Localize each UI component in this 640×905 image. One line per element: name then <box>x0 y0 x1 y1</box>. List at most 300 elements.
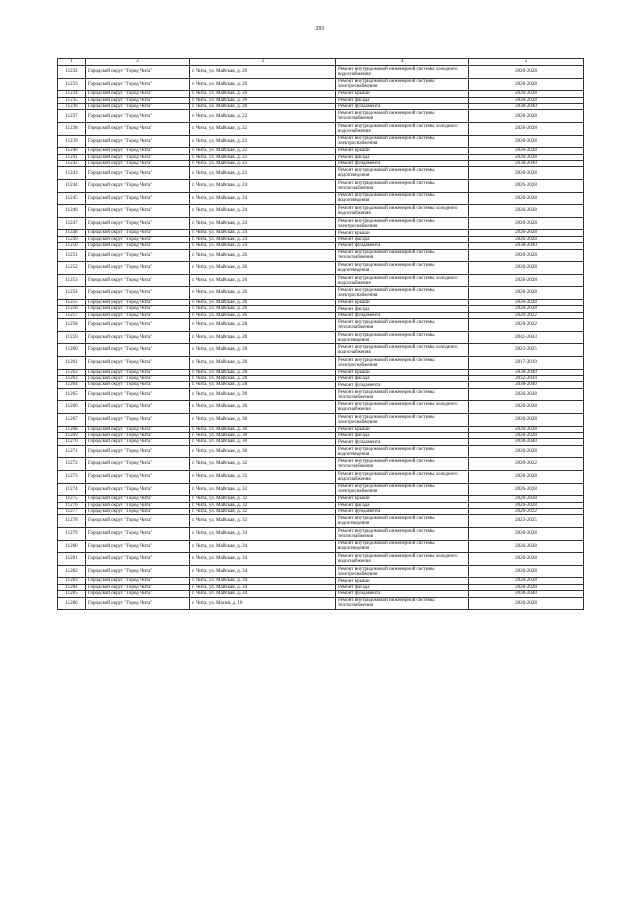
period-cell: 2026-2028 <box>469 135 584 148</box>
municipality-cell: Городской округ "Город Чита" <box>86 375 190 381</box>
period-cell: 2026-2028 <box>469 249 584 262</box>
period-cell: 2026-2028 <box>469 553 584 566</box>
address-cell: г. Чита, ул. Майская, д. 26 <box>190 312 336 318</box>
work-type-cell: Ремонт фундамента <box>336 312 469 318</box>
row-number-cell: 11254 <box>58 287 86 300</box>
table-row <box>58 110 584 123</box>
row-number-cell: 11232 <box>58 66 86 79</box>
work-type-cell: Ремонт внутридомовой инженерной системы водоотведения <box>336 192 469 205</box>
address-cell: г. Чита, ул. Майская, д. 24 <box>190 243 336 249</box>
row-number-cell: 11281 <box>58 553 86 566</box>
header-cell-col5: 5 <box>469 59 584 66</box>
period-cell: 2026-2028 <box>469 217 584 230</box>
row-number-cell: 11242 <box>58 161 86 167</box>
table-row <box>58 249 584 262</box>
row-number-cell: 11252 <box>58 262 86 275</box>
period-cell: 2038-2040 <box>469 439 584 445</box>
row-number-cell: 11247 <box>58 217 86 230</box>
work-type-cell: Ремонт фасада <box>336 375 469 381</box>
municipality-cell: Городской округ "Город Чита" <box>86 578 190 584</box>
period-cell: 2026-2028 <box>469 483 584 496</box>
work-type-cell: Ремонт внутридомовой инженерной системы электроснабжения <box>336 287 469 300</box>
address-cell: г. Чита, ул. Майская, д. 22 <box>190 154 336 160</box>
row-number-cell: 11269 <box>58 432 86 438</box>
address-cell: г. Чита, ул. Майская, д. 34 <box>190 591 336 597</box>
period-cell: 2026-2028 <box>469 496 584 502</box>
municipality-cell: Городской округ "Город Чита" <box>86 388 190 401</box>
row-number-cell: 11237 <box>58 110 86 123</box>
address-cell: г. Чита, ул. Майская, д. 24 <box>190 205 336 218</box>
work-type-cell: Ремонт крыши <box>336 369 469 375</box>
address-cell: г. Чита, ул. Майская, д. 26 <box>190 274 336 287</box>
row-number-cell: 11236 <box>58 104 86 110</box>
address-cell: г. Чита, ул. Майская, д. 30 <box>190 439 336 445</box>
municipality-cell: Городской округ "Город Чита" <box>86 306 190 312</box>
work-type-cell: Ремонт внутридомовой инженерной системы водоотведения <box>336 331 469 344</box>
address-cell: г. Чита, ул. Майская, д. 26 <box>190 306 336 312</box>
work-type-cell: Ремонт фасада <box>336 236 469 242</box>
table-row <box>58 458 584 471</box>
period-cell: 2041-2043 <box>469 331 584 344</box>
address-cell: г. Чита, ул. Майская, д. 22 <box>190 148 336 154</box>
municipality-cell: Городской округ "Город Чита" <box>86 161 190 167</box>
address-cell: г. Чита, ул. Магия, д. 10 <box>190 597 336 610</box>
period-cell: 2026-2028 <box>469 540 584 553</box>
municipality-cell: Городской округ "Город Чита" <box>86 192 190 205</box>
row-number-cell: 11267 <box>58 413 86 426</box>
row-number-cell: 11272 <box>58 458 86 471</box>
period-cell: 2032-2034 <box>469 375 584 381</box>
period-cell: 2038-2040 <box>469 161 584 167</box>
row-number-cell: 11282 <box>58 565 86 578</box>
row-number-cell: 11243 <box>58 167 86 180</box>
work-type-cell: Ремонт внутридомовой инженерной системы теплоснабжения <box>336 180 469 193</box>
header-cell-col3: 3 <box>190 59 336 66</box>
period-cell: 2026-2028 <box>469 205 584 218</box>
period-cell: 2038-2040 <box>469 369 584 375</box>
period-cell: 2026-2028 <box>469 274 584 287</box>
row-number-cell: 11259 <box>58 331 86 344</box>
period-cell: 2017-2019 <box>469 356 584 369</box>
row-number-cell: 11265 <box>58 388 86 401</box>
address-cell: г. Чита, ул. Майская, д. 24 <box>190 180 336 193</box>
municipality-cell: Городской округ "Город Чита" <box>86 262 190 275</box>
row-number-cell: 11240 <box>58 148 86 154</box>
address-cell: г. Чита, ул. Майская, д. 22 <box>190 161 336 167</box>
period-cell: 2026-2028 <box>469 167 584 180</box>
row-number-cell: 11276 <box>58 502 86 508</box>
address-cell: г. Чита, ул. Майская, д. 28 <box>190 375 336 381</box>
period-cell: 2020-2022 <box>469 312 584 318</box>
address-cell: г. Чита, ул. Майская, д. 34 <box>190 565 336 578</box>
work-type-cell: Ремонт внутридомовой инженерной системы водоотведения <box>336 515 469 528</box>
period-cell: 2023-2025 <box>469 515 584 528</box>
work-type-cell: Ремонт фундамента <box>336 439 469 445</box>
period-cell: 2038-2040 <box>469 104 584 110</box>
table-row <box>58 553 584 566</box>
municipality-cell: Городской округ "Город Чита" <box>86 97 190 103</box>
work-type-cell: Ремонт фасада <box>336 502 469 508</box>
work-type-cell: Ремонт внутридомовой инженерной системы теплоснабжения <box>336 458 469 471</box>
work-type-cell: Ремонт внутридомовой инженерной системы водоотведения <box>336 167 469 180</box>
municipality-cell: Городской округ "Город Чита" <box>86 470 190 483</box>
address-cell: г. Чита, ул. Майская, д. 24 <box>190 236 336 242</box>
municipality-cell: Городской округ "Город Чита" <box>86 135 190 148</box>
work-type-cell: Ремонт внутридомовой инженерной системы электроснабжения <box>336 483 469 496</box>
work-type-cell: Ремонт внутридомовой инженерной системы теплоснабжения <box>336 597 469 610</box>
work-type-cell: Ремонт внутридомовой инженерной системы теплоснабжения <box>336 527 469 540</box>
address-cell: г. Чита, ул. Майская, д. 30 <box>190 388 336 401</box>
address-cell: г. Чита, ул. Майская, д. 32 <box>190 508 336 514</box>
work-type-cell: Ремонт крыши <box>336 230 469 236</box>
period-cell: 2038-2040 <box>469 382 584 388</box>
row-number-cell: 11255 <box>58 299 86 305</box>
municipality-cell: Городской округ "Город Чита" <box>86 104 190 110</box>
row-number-cell: 11284 <box>58 584 86 590</box>
row-number-cell: 11233 <box>58 78 86 91</box>
municipality-cell: Городской округ "Город Чита" <box>86 66 190 79</box>
work-type-cell: Ремонт внутридомовой инженерной системы холодного водоснабжения <box>336 344 469 357</box>
row-number-cell: 11251 <box>58 249 86 262</box>
address-cell: г. Чита, ул. Майская, д. 28 <box>190 344 336 357</box>
municipality-cell: Городской округ "Город Чита" <box>86 91 190 97</box>
table-row <box>58 205 584 218</box>
table-row <box>58 180 584 193</box>
work-type-cell: Ремонт фасада <box>336 97 469 103</box>
period-cell: 2026-2028 <box>469 148 584 154</box>
work-type-cell: Ремонт фундамента <box>336 382 469 388</box>
row-number-cell: 11274 <box>58 483 86 496</box>
period-cell: 2020-2022 <box>469 508 584 514</box>
municipality-cell: Городской округ "Город Чита" <box>86 154 190 160</box>
row-number-cell: 11285 <box>58 591 86 597</box>
work-type-cell: Ремонт крыши <box>336 496 469 502</box>
municipality-cell: Городской округ "Город Чита" <box>86 148 190 154</box>
period-cell: 2026-2028 <box>469 401 584 414</box>
municipality-cell: Городской округ "Город Чита" <box>86 496 190 502</box>
municipality-cell: Городской округ "Город Чита" <box>86 110 190 123</box>
row-number-cell: 11271 <box>58 445 86 458</box>
work-type-cell: Ремонт внутридомовой инженерной системы теплоснабжения <box>336 110 469 123</box>
row-number-cell: 11263 <box>58 375 86 381</box>
address-cell: г. Чита, ул. Майская, д. 20 <box>190 78 336 91</box>
work-type-cell: Ремонт внутридомовой инженерной системы электроснабжения <box>336 78 469 91</box>
row-number-cell: 11278 <box>58 515 86 528</box>
address-cell: г. Чита, ул. Майская, д. 22 <box>190 110 336 123</box>
municipality-cell: Городской округ "Город Чита" <box>86 527 190 540</box>
period-cell: 2026-2028 <box>469 154 584 160</box>
period-cell: 2026-2028 <box>469 66 584 79</box>
table-row <box>58 565 584 578</box>
row-number-cell: 11256 <box>58 306 86 312</box>
municipality-cell: Городской округ "Город Чита" <box>86 180 190 193</box>
address-cell: г. Чита, ул. Майская, д. 34 <box>190 527 336 540</box>
row-number-cell: 11249 <box>58 236 86 242</box>
municipality-cell: Городской округ "Город Чита" <box>86 299 190 305</box>
period-cell: 2026-2028 <box>469 432 584 438</box>
period-cell: 2026-2028 <box>469 445 584 458</box>
row-number-cell: 11245 <box>58 192 86 205</box>
work-type-cell: Ремонт внутридомовой инженерной системы электроснабжения <box>336 413 469 426</box>
period-cell: 2026-2028 <box>469 597 584 610</box>
municipality-cell: Городской округ "Город Чита" <box>86 312 190 318</box>
address-cell: г. Чита, ул. Майская, д. 30 <box>190 413 336 426</box>
table-row <box>58 344 584 357</box>
address-cell: г. Чита, ул. Майская, д. 30 <box>190 401 336 414</box>
period-cell: 2026-2028 <box>469 306 584 312</box>
address-cell: г. Чита, ул. Майская, д. 20 <box>190 91 336 97</box>
table-row <box>58 274 584 287</box>
municipality-cell: Городской округ "Город Чита" <box>86 236 190 242</box>
address-cell: г. Чита, ул. Майская, д. 26 <box>190 299 336 305</box>
table-row <box>58 515 584 528</box>
row-number-cell: 11238 <box>58 123 86 136</box>
period-cell: 2026-2028 <box>469 192 584 205</box>
row-number-cell: 11279 <box>58 527 86 540</box>
address-cell: г. Чита, ул. Майская, д. 20 <box>190 97 336 103</box>
period-cell: 2026-2028 <box>469 91 584 97</box>
period-cell: 2026-2028 <box>469 584 584 590</box>
work-type-cell: Ремонт внутридомовой инженерной системы холодного водоснабжения <box>336 123 469 136</box>
address-cell: г. Чита, ул. Майская, д. 28 <box>190 369 336 375</box>
municipality-cell: Городской округ "Город Чита" <box>86 331 190 344</box>
row-number-cell: 11258 <box>58 319 86 332</box>
address-cell: г. Чита, ул. Майская, д. 22 <box>190 135 336 148</box>
municipality-cell: Городской округ "Город Чита" <box>86 432 190 438</box>
table-row <box>58 356 584 369</box>
period-cell: 2023-2025 <box>469 344 584 357</box>
work-type-cell: Ремонт крыши <box>336 148 469 154</box>
address-cell: г. Чита, ул. Майская, д. 28 <box>190 382 336 388</box>
address-cell: г. Чита, ул. Майская, д. 32 <box>190 458 336 471</box>
municipality-cell: Городской округ "Город Чита" <box>86 123 190 136</box>
work-type-cell: Ремонт внутридомовой инженерной системы водоотведения <box>336 540 469 553</box>
table-header-row <box>58 59 584 66</box>
municipality-cell: Городской округ "Город Чита" <box>86 287 190 300</box>
address-cell: г. Чита, ул. Майская, д. 34 <box>190 553 336 566</box>
row-number-cell: 11257 <box>58 312 86 318</box>
table-row <box>58 192 584 205</box>
address-cell: г. Чита, ул. Майская, д. 20 <box>190 104 336 110</box>
work-type-cell: Ремонт фасада <box>336 154 469 160</box>
work-type-cell: Ремонт внутридомовой инженерной системы холодного водоснабжения <box>336 553 469 566</box>
page-number: 291 <box>315 26 325 32</box>
work-type-cell: Ремонт фундамента <box>336 591 469 597</box>
municipality-cell: Городской округ "Город Чита" <box>86 413 190 426</box>
table-row <box>58 388 584 401</box>
address-cell: г. Чита, ул. Майская, д. 30 <box>190 445 336 458</box>
table-row <box>58 78 584 91</box>
row-number-cell: 11280 <box>58 540 86 553</box>
period-cell: 2026-2028 <box>469 110 584 123</box>
work-type-cell: Ремонт внутридомовой инженерной системы электроснабжения <box>336 135 469 148</box>
address-cell: г. Чита, ул. Майская, д. 32 <box>190 502 336 508</box>
municipality-cell: Городской округ "Город Чита" <box>86 205 190 218</box>
municipality-cell: Городской округ "Город Чита" <box>86 369 190 375</box>
header-cell-col2: 2 <box>86 59 190 66</box>
work-type-cell: Ремонт внутридомовой инженерной системы электроснабжения <box>336 217 469 230</box>
address-cell: г. Чита, ул. Майская, д. 32 <box>190 515 336 528</box>
address-cell: г. Чита, ул. Майская, д. 24 <box>190 192 336 205</box>
work-type-cell: Ремонт внутридомовой инженерной системы холодного водоснабжения <box>336 205 469 218</box>
municipality-cell: Городской округ "Город Чита" <box>86 439 190 445</box>
period-cell: 2020-2022 <box>469 458 584 471</box>
address-cell: г. Чита, ул. Майская, д. 32 <box>190 470 336 483</box>
period-cell: 2026-2028 <box>469 78 584 91</box>
period-cell: 2026-2028 <box>469 388 584 401</box>
row-number-cell: 11262 <box>58 369 86 375</box>
municipality-cell: Городской округ "Город Чита" <box>86 508 190 514</box>
row-number-cell: 11248 <box>58 230 86 236</box>
address-cell: г. Чита, ул. Майская, д. 22 <box>190 123 336 136</box>
work-type-cell: Ремонт внутридомовой инженерной системы холодного водоснабжения <box>336 470 469 483</box>
table-row <box>58 540 584 553</box>
address-cell: г. Чита, ул. Майская, д. 32 <box>190 483 336 496</box>
period-cell: 2038-2040 <box>469 243 584 249</box>
municipality-cell: Городской округ "Город Чита" <box>86 483 190 496</box>
row-number-cell: 11244 <box>58 180 86 193</box>
address-cell: г. Чита, ул. Майская, д. 34 <box>190 578 336 584</box>
work-type-cell: Ремонт фундамента <box>336 508 469 514</box>
address-cell: г. Чита, ул. Майская, д. 34 <box>190 584 336 590</box>
period-cell: 2020-2022 <box>469 319 584 332</box>
municipality-cell: Городской округ "Город Чита" <box>86 78 190 91</box>
address-cell: г. Чита, ул. Майская, д. 30 <box>190 432 336 438</box>
address-cell: г. Чита, ул. Майская, д. 22 <box>190 167 336 180</box>
table-row <box>58 319 584 332</box>
period-cell: 2026-2028 <box>469 123 584 136</box>
work-type-cell: Ремонт крыши <box>336 299 469 305</box>
table-row <box>58 66 584 79</box>
municipality-cell: Городской округ "Город Чита" <box>86 167 190 180</box>
period-cell: 2026-2028 <box>469 299 584 305</box>
row-number-cell: 11250 <box>58 243 86 249</box>
municipality-cell: Городской округ "Город Чита" <box>86 319 190 332</box>
work-type-cell: Ремонт внутридомовой инженерной системы холодного водоснабжения <box>336 401 469 414</box>
table-row <box>58 123 584 136</box>
municipality-cell: Городской округ "Город Чита" <box>86 249 190 262</box>
table-row <box>58 413 584 426</box>
work-type-cell: Ремонт крыши <box>336 578 469 584</box>
municipality-cell: Городской округ "Город Чита" <box>86 584 190 590</box>
municipality-cell: Городской округ "Город Чита" <box>86 597 190 610</box>
address-cell: г. Чита, ул. Майская, д. 34 <box>190 540 336 553</box>
municipality-cell: Городской округ "Город Чита" <box>86 515 190 528</box>
work-type-cell: Ремонт фасада <box>336 306 469 312</box>
address-cell: г. Чита, ул. Майская, д. 32 <box>190 496 336 502</box>
period-cell: 2026-2028 <box>469 565 584 578</box>
row-number-cell: 11235 <box>58 97 86 103</box>
municipality-cell: Городской округ "Город Чита" <box>86 274 190 287</box>
row-number-cell: 11234 <box>58 91 86 97</box>
table-row <box>58 483 584 496</box>
row-number-cell: 11239 <box>58 135 86 148</box>
address-cell: г. Чита, ул. Майская, д. 28 <box>190 319 336 332</box>
table-body <box>58 59 584 610</box>
address-cell: г. Чита, ул. Майская, д. 24 <box>190 230 336 236</box>
table-row <box>58 135 584 148</box>
work-type-cell: Ремонт крыши <box>336 91 469 97</box>
period-cell: 2026-2028 <box>469 287 584 300</box>
table-row <box>58 445 584 458</box>
municipality-cell: Городской округ "Город Чита" <box>86 502 190 508</box>
period-cell: 2038-2040 <box>469 591 584 597</box>
row-number-cell: 11253 <box>58 274 86 287</box>
municipality-cell: Городской округ "Город Чита" <box>86 553 190 566</box>
period-cell: 2026-2028 <box>469 502 584 508</box>
municipality-cell: Городской округ "Город Чита" <box>86 401 190 414</box>
municipality-cell: Городской округ "Город Чита" <box>86 565 190 578</box>
row-number-cell: 11275 <box>58 496 86 502</box>
period-cell: 2026-2028 <box>469 230 584 236</box>
period-cell: 2026-2028 <box>469 527 584 540</box>
work-type-cell: Ремонт внутридомовой инженерной системы теплоснабжения <box>336 388 469 401</box>
municipality-cell: Городской округ "Город Чита" <box>86 382 190 388</box>
municipality-cell: Городской округ "Город Чита" <box>86 217 190 230</box>
work-type-cell: Ремонт внутридомовой инженерной системы электроснабжения <box>336 356 469 369</box>
table-row <box>58 331 584 344</box>
row-number-cell: 11270 <box>58 439 86 445</box>
row-number-cell: 11277 <box>58 508 86 514</box>
municipality-cell: Городской округ "Город Чита" <box>86 230 190 236</box>
municipality-cell: Городской округ "Город Чита" <box>86 356 190 369</box>
municipality-cell: Городской округ "Город Чита" <box>86 458 190 471</box>
table-row <box>58 470 584 483</box>
municipality-cell: Городской округ "Город Чита" <box>86 344 190 357</box>
period-cell: 2026-2028 <box>469 413 584 426</box>
work-type-cell: Ремонт внутридомовой инженерной системы теплоснабжения <box>336 319 469 332</box>
address-cell: г. Чита, ул. Майская, д. 20 <box>190 66 336 79</box>
municipality-cell: Городской округ "Город Чита" <box>86 445 190 458</box>
work-type-cell: Ремонт внутридомовой инженерной системы холодного водоснабжения <box>336 66 469 79</box>
table-row <box>58 167 584 180</box>
repair-schedule-table <box>57 58 584 610</box>
address-cell: г. Чита, ул. Майская, д. 26 <box>190 262 336 275</box>
municipality-cell: Городской округ "Город Чита" <box>86 540 190 553</box>
row-number-cell: 11264 <box>58 382 86 388</box>
table-row <box>58 262 584 275</box>
header-cell-col1: 1 <box>58 59 86 66</box>
municipality-cell: Городской округ "Город Чита" <box>86 243 190 249</box>
period-cell: 2026-2028 <box>469 470 584 483</box>
row-number-cell: 11273 <box>58 470 86 483</box>
address-cell: г. Чита, ул. Майская, д. 26 <box>190 287 336 300</box>
row-number-cell: 11286 <box>58 597 86 610</box>
work-type-cell: Ремонт внутридомовой инженерной системы водоотведения <box>336 445 469 458</box>
work-type-cell: Ремонт фундамента <box>336 161 469 167</box>
row-number-cell: 11246 <box>58 205 86 218</box>
table-row <box>58 597 584 610</box>
municipality-cell: Городской округ "Город Чита" <box>86 591 190 597</box>
municipality-cell: Городской округ "Город Чита" <box>86 426 190 432</box>
period-cell: 2026-2028 <box>469 578 584 584</box>
work-type-cell: Ремонт крыши <box>336 426 469 432</box>
work-type-cell: Ремонт внутридомовой инженерной системы холодного водоснабжения <box>336 274 469 287</box>
address-cell: г. Чита, ул. Майская, д. 30 <box>190 426 336 432</box>
work-type-cell: Ремонт внутридомовой инженерной системы электроснабжения <box>336 565 469 578</box>
row-number-cell: 11260 <box>58 344 86 357</box>
address-cell: г. Чита, ул. Майская, д. 28 <box>190 356 336 369</box>
period-cell: 2026-2028 <box>469 236 584 242</box>
table-row <box>58 527 584 540</box>
work-type-cell: Ремонт фасада <box>336 432 469 438</box>
work-type-cell: Ремонт фасада <box>336 584 469 590</box>
row-number-cell: 11266 <box>58 401 86 414</box>
work-type-cell: Ремонт внутридомовой инженерной системы водоотведения <box>336 262 469 275</box>
period-cell: 2026-2028 <box>469 180 584 193</box>
header-cell-col4: 4 <box>336 59 469 66</box>
period-cell: 2026-2028 <box>469 97 584 103</box>
